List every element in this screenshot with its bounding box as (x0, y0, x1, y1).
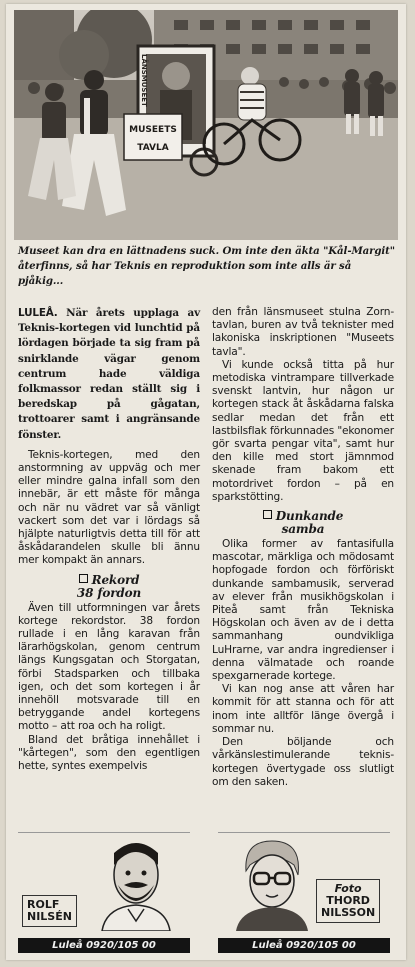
paragraph-1: Teknis-kortegen, med den anstormning av uppväg och mer eller mindre galna infall som den innebär, är ett måste för många och när nu vädret var så vänligt vackert som det var i lördags så hjälpte naturligtvis detta till för att åskådarandelen skulle bli ännu mer kompakt än annars. (18, 448, 200, 567)
photographer-first-name: THORD (326, 894, 370, 907)
paragraph-2: Även till utformningen var årets kortege rekordstor. 38 fordon rullade i en lång karavan från lärarhögskolan, genom centrum längs Kungsgatan och Storgatan, förbi Stadsparken och tillbaka igen, och det som kortegen i år innehöll motsvarade till en betryggande andel kortegens motto – att roa och ha roligt. (18, 601, 200, 733)
parade-photo-drawing (14, 10, 398, 240)
photographer-portrait (224, 835, 320, 931)
vertical-sign-text: LÄNSMUSEET (140, 54, 148, 107)
paragraph-5: Vi kunde också titta på hur metodiska vintrampare tillverkade svenskt lantvin, hur någon ur kortegen stack åt åskådarna falska sedlar medan det från ett lastbilsflak förkunnades "ekonomer gör svarta pengar vita", samt hur den kille med stort jämnmod skenade fram bakom ett motordrivet fordon – på en sparkstötting. (212, 358, 394, 503)
newspaper-clipping (6, 4, 406, 960)
author-last-name: NILSÉN (27, 910, 72, 923)
paragraph-7: Vi kan nog anse att våren har kommit för att stanna och för att inom inte alltför länge övergå i sommar nu. (212, 683, 394, 735)
author-portrait-drawing (88, 835, 184, 931)
lead-paragraph (18, 306, 200, 443)
sign-text-line-2: TAVLA (137, 143, 169, 153)
phone-bar: Luleå 0920/105 00 (18, 938, 190, 953)
lead-text: När årets upplaga av Teknis-kortegen vid lunchtid på lördagen började ta sig fram på snirklande vägar genom centrum hade väldiga folkmassor redan ställt sig i beredskap på gågatan, trottoarer samt i angränsande fönster. (18, 307, 201, 441)
author-first-name: ROLF (27, 898, 60, 911)
sign-text-line-1: MUSEETS (129, 125, 177, 135)
paragraph-6: Olika former av fantasifulla mascotar, märkliga och mödosamt hopfogade fordon och förföriskt dunkande sambamusik, serverad av elever från musikhögskolan i Piteå samt från Tekniska Högskolan och även av de i detta sammanhang oundvikliga LuHrarne, var andra ingredienser i denna välmatade och roande spexgarnerade kortege. (212, 538, 394, 683)
photographer-name-box (316, 879, 380, 923)
author-name-box (22, 895, 77, 927)
photographer-prefix: Foto (334, 882, 362, 895)
author-portrait (88, 835, 184, 931)
subheading-dunkande-line-2: samba (281, 522, 325, 537)
parade-photo (14, 10, 398, 240)
subheading-rekord-line-2: 38 fordon (76, 585, 142, 600)
subheading-dunkande (212, 510, 394, 536)
square-bullet-icon (263, 510, 272, 519)
paragraph-3: Bland det bråtiga innehållet i "kårtegen", som den egentligen hette, syntes exempelvis (18, 733, 200, 773)
paragraph-8: Den böljande och vårkänslestimulerande teknis-kortegen övertygade oss slutligt om den saken. (212, 736, 394, 788)
subheading-rekord (18, 574, 200, 600)
byline-rolf-nilsen (18, 832, 190, 953)
subheading-dunkande-line-1: Dunkande (275, 509, 344, 524)
photographer-portrait-drawing (224, 835, 320, 931)
dateline: LULEÅ. (18, 307, 58, 319)
article-column-right (212, 306, 394, 789)
subheading-rekord-line-1: Rekord (91, 572, 140, 587)
byline-thord-nilsson (218, 832, 390, 953)
photo-caption: Museet kan dra en lättnadens suck. Om inte den äkta "Kål-Margit" återfinns, så har Teknis en reproduktion som inte alls är så pjåkig... (18, 245, 395, 287)
article-column-left (18, 306, 200, 773)
phone-bar: Luleå 0920/105 00 (218, 938, 390, 953)
square-bullet-icon (79, 574, 88, 583)
photographer-last-name: NILSSON (321, 906, 376, 919)
paragraph-4: den från länsmuseet stulna Zorn-tavlan, buren av två teknister med lakoniska inskriptionen "Museets tavla". (212, 306, 394, 358)
